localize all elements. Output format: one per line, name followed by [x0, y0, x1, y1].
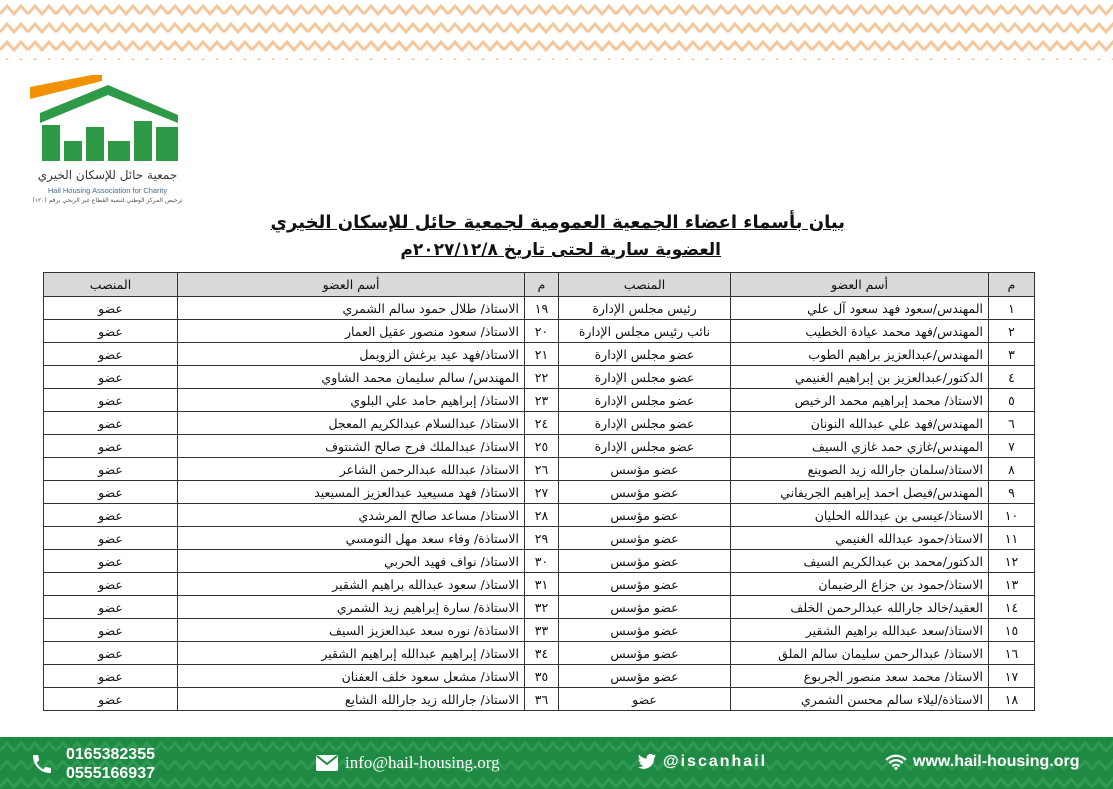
member-name: الاستاذ/ عبدالملك فرج صالح الشنتوف [178, 435, 525, 458]
table-row [44, 412, 1035, 435]
member-name: المهندس/فيصل احمد إبراهيم الجريفاني [731, 481, 989, 504]
member-name: الاستاذ/ عبدالله عبدالرحمن الشاعر [178, 458, 525, 481]
member-number: ٢٢ [525, 366, 559, 389]
member-number: ٥ [989, 389, 1035, 412]
member-position: عضو مؤسس [559, 642, 731, 665]
member-number: ٢٠ [525, 320, 559, 343]
phone-number-1[interactable]: 0165382355 [66, 746, 155, 763]
member-number: ٢٨ [525, 504, 559, 527]
member-position: عضو [44, 412, 178, 435]
member-name: الاستاذ/سعد عبدالله براهيم الشقير [731, 619, 989, 642]
member-name: الاستاذة/ليلاء سالم محسن الشمري [731, 688, 989, 711]
header-number-1: م [989, 273, 1035, 297]
member-name: المهندس/فهد علي عبدالله النونان [731, 412, 989, 435]
footer-twitter[interactable] [637, 753, 767, 771]
footer-bar [0, 737, 1113, 789]
member-number: ٦ [989, 412, 1035, 435]
member-position: عضو [44, 504, 178, 527]
member-position: عضو [44, 527, 178, 550]
member-name: الاستاذ/ نواف فهيد الحربي [178, 550, 525, 573]
member-name: الاستاذ/ محمد سعد منصور الجربوع [731, 665, 989, 688]
member-number: ١١ [989, 527, 1035, 550]
table-row [44, 320, 1035, 343]
member-number: ٢٥ [525, 435, 559, 458]
table-row [44, 297, 1035, 320]
table-row [44, 688, 1035, 711]
member-position: عضو مجلس الإدارة [559, 412, 731, 435]
member-number: ١٢ [989, 550, 1035, 573]
member-position: عضو [44, 550, 178, 573]
member-number: ٣٥ [525, 665, 559, 688]
logo-name-english: Hail Housing Association for Charity [47, 186, 168, 195]
member-position: عضو مؤسس [559, 619, 731, 642]
phone-icon [30, 751, 54, 777]
member-name: الاستاذ/ فهد مسيعيد عبدالعزيز المسيعيد [178, 481, 525, 504]
member-name: الاستاذ/سلمان جارالله زيد الصوينع [731, 458, 989, 481]
member-name: الاستاذ/ إبراهيم عبدالله إبراهيم الشقير [178, 642, 525, 665]
member-position: عضو مجلس الإدارة [559, 366, 731, 389]
member-name: العقيد/خالد جارالله عبدالرحمن الخلف [731, 596, 989, 619]
table-row [44, 343, 1035, 366]
member-number: ٢٤ [525, 412, 559, 435]
member-number: ٧ [989, 435, 1035, 458]
member-position: عضو مؤسس [559, 458, 731, 481]
member-name: المهندس/فهد محمد عيادة الخطيب [731, 320, 989, 343]
member-number: ٢٧ [525, 481, 559, 504]
header-number-2: م [525, 273, 559, 297]
member-position: عضو مؤسس [559, 481, 731, 504]
member-position: عضو [44, 665, 178, 688]
footer-email[interactable] [315, 753, 500, 773]
member-position: عضو [44, 481, 178, 504]
member-name: الاستاذ/ جارالله زيد جارالله الشايع [178, 688, 525, 711]
member-name: الاستاذ/ إبراهيم حامد علي البلوي [178, 389, 525, 412]
table-row [44, 389, 1035, 412]
members-table [43, 272, 1035, 711]
member-position: عضو مجلس الإدارة [559, 435, 731, 458]
member-name: المهندس/ سالم سليمان محمد الشاوي [178, 366, 525, 389]
member-position: عضو [44, 389, 178, 412]
member-position: عضو مجلس الإدارة [559, 389, 731, 412]
table-row [44, 458, 1035, 481]
phone-number-2[interactable]: 0555166937 [66, 765, 155, 782]
member-number: ١٦ [989, 642, 1035, 665]
header-member-name-2: أسم العضو [178, 273, 525, 297]
member-number: ٤ [989, 366, 1035, 389]
member-name: الاستاذة/ نوره سعد عبدالعزيز السيف [178, 619, 525, 642]
member-number: ٨ [989, 458, 1035, 481]
member-position: عضو [44, 297, 178, 320]
member-number: ٢١ [525, 343, 559, 366]
member-position: عضو مؤسس [559, 527, 731, 550]
table-row [44, 527, 1035, 550]
wifi-icon [885, 753, 907, 771]
member-name: الاستاذة/ وفاء سعد مهل النومسي [178, 527, 525, 550]
member-number: ٢٦ [525, 458, 559, 481]
header-position-1: المنصب [559, 273, 731, 297]
member-position: عضو [44, 435, 178, 458]
email-address[interactable]: info@hail-housing.org [345, 753, 500, 772]
membership-validity: العضوية سارية لحتى تاريخ ٢٠٢٧/١٢/٨م [400, 240, 721, 260]
header-position-2: المنصب [44, 273, 178, 297]
member-position: عضو [44, 573, 178, 596]
table-row [44, 366, 1035, 389]
member-number: ١٥ [989, 619, 1035, 642]
member-name: الاستاذ/ عبدالسلام عبدالكريم المعجل [178, 412, 525, 435]
table-row [44, 481, 1035, 504]
member-number: ٣٦ [525, 688, 559, 711]
member-name: الاستاذ/ سعود عبدالله براهيم الشقير [178, 573, 525, 596]
table-row [44, 550, 1035, 573]
member-number: ٣ [989, 343, 1035, 366]
member-number: ٩ [989, 481, 1035, 504]
table-row [44, 665, 1035, 688]
table-row [44, 504, 1035, 527]
twitter-icon [637, 753, 657, 771]
table-row [44, 573, 1035, 596]
member-number: ٢ [989, 320, 1035, 343]
member-position: عضو مؤسس [559, 596, 731, 619]
member-position: عضو مجلس الإدارة [559, 343, 731, 366]
website-url[interactable]: www.hail-housing.org [913, 753, 1080, 770]
mail-icon [315, 754, 339, 772]
member-name: الاستاذ/ مساعد صالح المرشدي [178, 504, 525, 527]
header-member-name-1: أسم العضو [731, 273, 989, 297]
member-position: عضو [44, 619, 178, 642]
logo-name-arabic: جمعية حائل للإسكان الخيري [37, 168, 178, 182]
member-number: ١٠ [989, 504, 1035, 527]
member-position: عضو [44, 596, 178, 619]
member-name: المهندس/غازي حمد غازي السيف [731, 435, 989, 458]
member-number: ٣٤ [525, 642, 559, 665]
member-position: عضو مؤسس [559, 550, 731, 573]
member-name: الاستاذة/ سارة إبراهيم زيد الشمري [178, 596, 525, 619]
member-position: عضو [44, 320, 178, 343]
member-position: عضو [44, 642, 178, 665]
member-name: الاستاذ/ مشعل سعود خلف العفنان [178, 665, 525, 688]
member-position: عضو مؤسس [559, 504, 731, 527]
footer-phones [30, 745, 155, 783]
member-name: الدكتور/عبدالعزيز بن إبراهيم الغنيمي [731, 366, 989, 389]
member-number: ١٧ [989, 665, 1035, 688]
member-name: الاستاذ/ طلال حمود سالم الشمري [178, 297, 525, 320]
member-position: عضو [44, 458, 178, 481]
table-row [44, 435, 1035, 458]
member-name: الاستاذ/ سعود منصور عقيل العمار [178, 320, 525, 343]
member-name: الاستاذ/حمود عبدالله الغنيمي [731, 527, 989, 550]
member-name: الاستاذ/ محمد إبراهيم محمد الرخيص [731, 389, 989, 412]
member-number: ٢٣ [525, 389, 559, 412]
member-name: الاستاذ/ عبدالرحمن سليمان سالم الملق [731, 642, 989, 665]
logo-license-text: ترخيص المركز الوطني لتنمية القطاع غير الربحي برقم (١٢٠) [32, 197, 183, 204]
member-position: عضو [559, 688, 731, 711]
member-name: الدكتور/محمد بن عبدالكريم السيف [731, 550, 989, 573]
member-number: ١٣ [989, 573, 1035, 596]
member-position: عضو [44, 366, 178, 389]
table-row [44, 619, 1035, 642]
footer-website[interactable] [885, 753, 1080, 771]
twitter-handle[interactable]: @iscanhail [663, 753, 768, 770]
member-number: ١ [989, 297, 1035, 320]
member-name: المهندس/سعود فهد سعود آل علي [731, 297, 989, 320]
member-position: عضو مؤسس [559, 573, 731, 596]
member-name: الاستاذ/حمود بن جزاع الرضيمان [731, 573, 989, 596]
member-number: ٣٣ [525, 619, 559, 642]
member-name: الاستاذ/فهد عيد برغش الزويمل [178, 343, 525, 366]
table-row [44, 642, 1035, 665]
member-name: الاستاذ/عيسى بن عبدالله الحليان [731, 504, 989, 527]
table-header-row [44, 273, 1035, 297]
member-position: عضو [44, 688, 178, 711]
member-position: نائب رئيس مجلس الإدارة [559, 320, 731, 343]
member-number: ٣١ [525, 573, 559, 596]
member-number: ٣٠ [525, 550, 559, 573]
member-number: ١٨ [989, 688, 1035, 711]
member-position: عضو [44, 343, 178, 366]
member-number: ٣٢ [525, 596, 559, 619]
member-position: رئيس مجلس الإدارة [559, 297, 731, 320]
table-row [44, 596, 1035, 619]
document-title: بيان بأسماء اعضاء الجمعية العمومية لجمعية حائل للإسكان الخيري [270, 212, 845, 233]
member-number: ١٤ [989, 596, 1035, 619]
member-number: ١٩ [525, 297, 559, 320]
member-number: ٢٩ [525, 527, 559, 550]
member-position: عضو مؤسس [559, 665, 731, 688]
member-name: المهندس/عبدالعزيز براهيم الطوب [731, 343, 989, 366]
header-pattern [0, 0, 1113, 60]
